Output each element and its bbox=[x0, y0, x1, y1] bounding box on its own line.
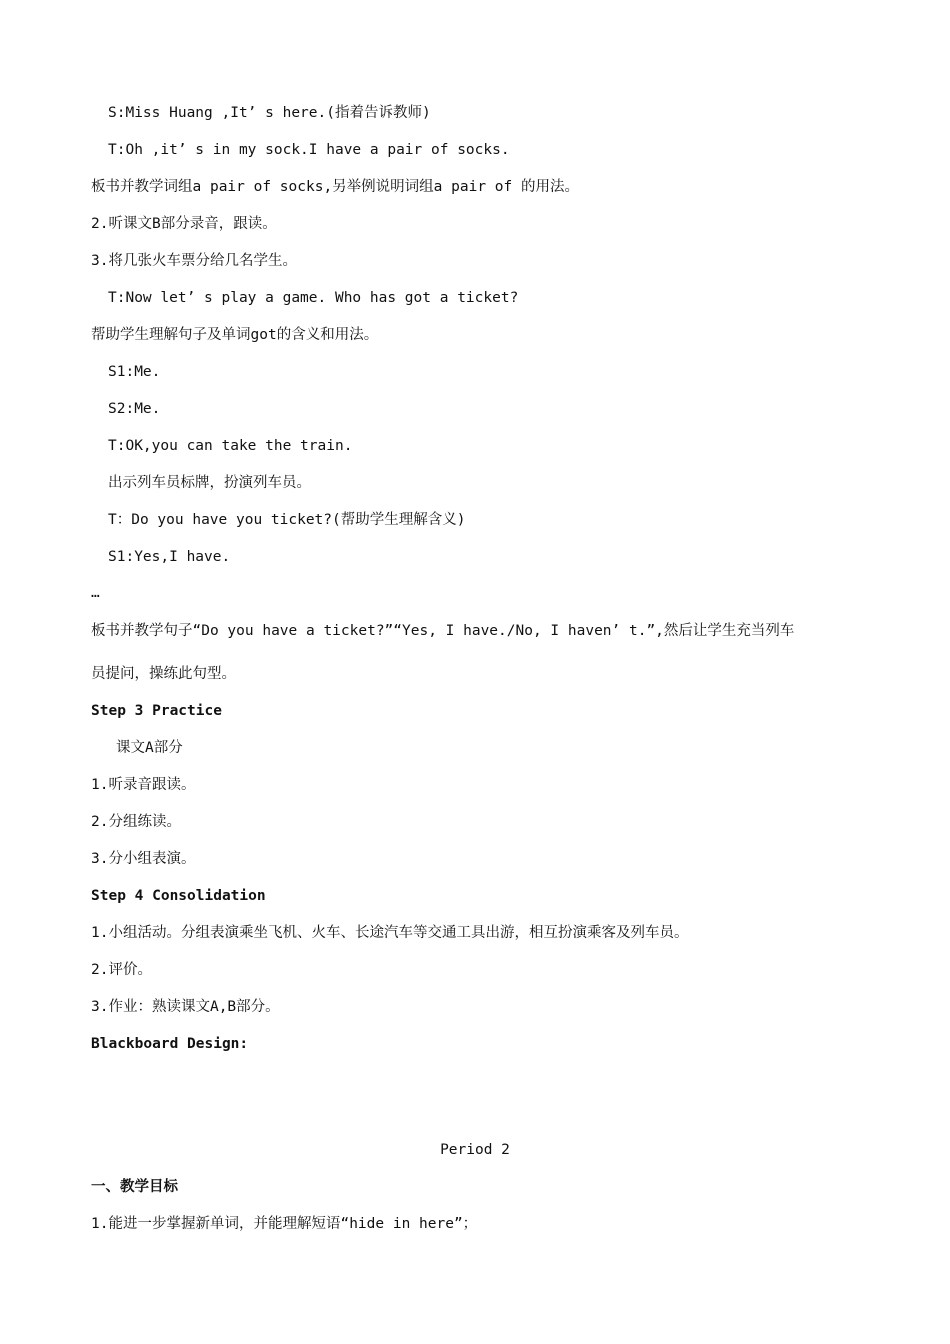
step-item: 2.评价。 bbox=[91, 962, 152, 978]
dialogue-line: S2:Me. bbox=[108, 401, 161, 417]
instruction-line: 板书并教学词组a pair of socks,另举例说明词组a pair of 的用法。 bbox=[91, 179, 579, 195]
dialogue-line: S:Miss Huang ,It’ s here.(指着告诉教师) bbox=[108, 105, 431, 121]
dialogue-line: S1:Me. bbox=[108, 364, 161, 380]
step-item: 3.作业：熟读课文A,B部分。 bbox=[91, 999, 280, 1015]
step-item: 1.小组活动。分组表演乘坐飞机、火车、长途汽车等交通工具出游，相互扮演乘客及列车员。 bbox=[91, 925, 689, 941]
ellipsis-line: … bbox=[91, 585, 100, 601]
objective-item: 1.能进一步掌握新单词，并能理解短语“hide in here”； bbox=[91, 1216, 478, 1232]
dialogue-line: S1:Yes,I have. bbox=[108, 549, 231, 565]
dialogue-line: T:OK,you can take the train. bbox=[108, 438, 353, 454]
section-heading: Step 3 Practice bbox=[91, 703, 222, 719]
step-item: 1.听录音跟读。 bbox=[91, 777, 196, 793]
dialogue-line: T:Now let’ s play a game. Who has got a ticket? bbox=[108, 290, 519, 306]
step-item: 2.听课文B部分录音，跟读。 bbox=[91, 216, 277, 232]
instruction-line: 帮助学生理解句子及单词got的含义和用法。 bbox=[91, 327, 379, 343]
dialogue-line: T:Oh ,it’ s in my sock.I have a pair of socks. bbox=[108, 142, 510, 158]
subsection-label: 课文A部分 bbox=[116, 740, 183, 756]
period-title: Period 2 bbox=[440, 1142, 510, 1158]
section-heading: Step 4 Consolidation bbox=[91, 888, 266, 904]
step-item: 3.分小组表演。 bbox=[91, 851, 196, 867]
instruction-line: 板书并教学句子“Do you have a ticket?”“Yes, I have./No, I haven’ t.”,然后让学生充当列车 bbox=[91, 623, 795, 639]
instruction-line: 员提问，操练此句型。 bbox=[91, 666, 236, 682]
section-heading: Blackboard Design: bbox=[91, 1036, 249, 1052]
step-item: 2.分组练读。 bbox=[91, 814, 181, 830]
instruction-line: 出示列车员标牌，扮演列车员。 bbox=[108, 475, 311, 491]
dialogue-line: T：Do you have you ticket?(帮助学生理解含义) bbox=[108, 512, 466, 528]
section-heading: 一、教学目标 bbox=[91, 1179, 178, 1195]
step-item: 3.将几张火车票分给几名学生。 bbox=[91, 253, 297, 269]
